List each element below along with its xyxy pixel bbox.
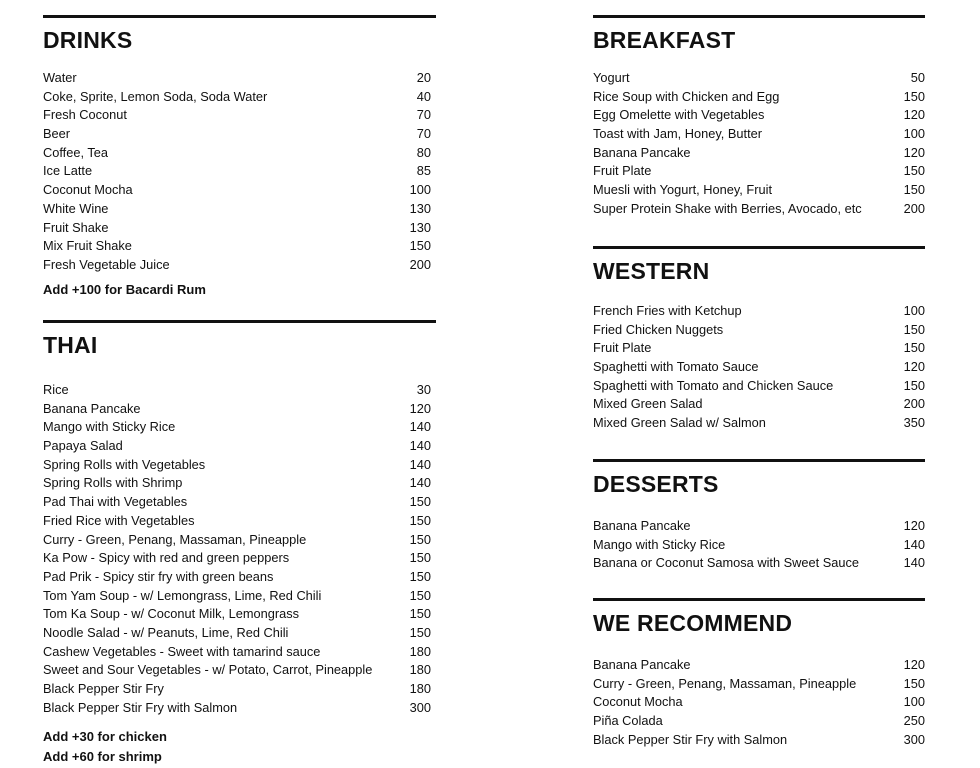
item-price: 150	[409, 512, 431, 528]
item-price: 85	[416, 163, 431, 179]
recommend-section	[593, 598, 925, 749]
item-price: 120	[903, 107, 925, 123]
item-price: 140	[409, 475, 431, 491]
item-name: Noodle Salad - w/ Peanuts, Lime, Red Chili	[43, 624, 289, 640]
item-name: Mango with Sticky Rice	[43, 419, 176, 435]
item-price: 140	[409, 419, 431, 435]
menu-item	[593, 181, 925, 200]
menu-item	[593, 302, 925, 321]
menu-item	[593, 88, 925, 107]
menu-item	[593, 554, 925, 573]
item-price: 200	[409, 256, 431, 272]
item-name: Fruit Shake	[43, 219, 109, 235]
menu-item	[43, 699, 436, 718]
item-name: Fried Rice with Vegetables	[43, 512, 195, 528]
menu-item-list	[43, 69, 436, 275]
menu-note: Add +100 for Bacardi Rum	[43, 281, 206, 297]
item-name: Banana Pancake	[43, 400, 141, 416]
item-name: Fruit Plate	[593, 340, 652, 356]
menu-item	[43, 549, 436, 568]
item-price: 150	[409, 550, 431, 566]
section-heading: WESTERN	[593, 258, 710, 284]
menu-item	[43, 456, 436, 475]
menu-item	[593, 675, 925, 694]
menu-item	[593, 125, 925, 144]
item-price: 140	[903, 536, 925, 552]
item-price: 120	[903, 359, 925, 375]
menu-item	[43, 162, 436, 181]
item-price: 140	[409, 456, 431, 472]
item-name: Curry - Green, Penang, Massaman, Pineapple	[43, 531, 307, 547]
item-price: 150	[903, 675, 925, 691]
item-name: Curry - Green, Penang, Massaman, Pineapple	[593, 675, 857, 691]
menu-item	[593, 414, 925, 433]
item-name: Banana or Coconut Samosa with Sweet Sauce	[593, 555, 860, 571]
menu-item	[43, 200, 436, 219]
menu-item	[43, 437, 436, 456]
item-name: Black Pepper Stir Fry with Salmon	[43, 699, 238, 715]
item-price: 130	[409, 200, 431, 216]
item-name: Egg Omelette with Vegetables	[593, 107, 765, 123]
item-price: 150	[903, 88, 925, 104]
item-price: 20	[416, 70, 431, 85]
item-name: Black Pepper Stir Fry	[43, 681, 164, 696]
western-section	[593, 246, 925, 433]
item-price: 150	[409, 568, 431, 584]
menu-item	[43, 237, 436, 256]
section-divider	[593, 246, 925, 249]
menu-item	[43, 568, 436, 587]
item-price: 70	[416, 107, 431, 123]
item-name: Mixed Green Salad w/ Salmon	[593, 415, 766, 431]
item-price: 120	[409, 400, 431, 416]
item-name: Spaghetti with Tomato and Chicken Sauce	[593, 377, 834, 393]
item-name: Mango with Sticky Rice	[593, 536, 726, 552]
item-name: Rice Soup with Chicken and Egg	[593, 88, 780, 104]
menu-item	[43, 624, 436, 643]
menu-item	[43, 125, 436, 144]
item-name: Fruit Plate	[593, 163, 652, 179]
item-name: Fresh Vegetable Juice	[43, 256, 170, 272]
menu-note: Add +60 for shrimp	[43, 749, 162, 765]
menu-item	[43, 381, 436, 400]
menu-item	[593, 731, 925, 750]
menu-item-list	[593, 302, 925, 433]
item-price: 200	[903, 396, 925, 412]
menu-note: Add +30 for chicken	[43, 729, 167, 745]
item-price: 120	[903, 518, 925, 533]
item-price: 50	[910, 70, 925, 85]
item-price: 180	[409, 681, 431, 696]
item-name: Pad Thai with Vegetables	[43, 494, 188, 510]
item-price: 80	[416, 144, 431, 160]
item-name: Black Pepper Stir Fry with Salmon	[593, 731, 788, 747]
item-name: Rice	[43, 382, 69, 397]
menu-item	[43, 181, 436, 200]
menu-item	[43, 512, 436, 531]
menu-item	[43, 69, 436, 88]
item-name: Coconut Mocha	[43, 182, 133, 198]
menu-item	[593, 656, 925, 675]
item-price: 200	[903, 200, 925, 216]
section-heading: THAI	[43, 332, 98, 358]
item-price: 300	[903, 731, 925, 747]
menu-item	[43, 493, 436, 512]
item-price: 70	[416, 126, 431, 142]
menu-item	[43, 680, 436, 699]
item-price: 150	[409, 238, 431, 254]
item-name: Spring Rolls with Shrimp	[43, 475, 183, 491]
menu-item	[43, 144, 436, 163]
item-name: Super Protein Shake with Berries, Avocado, etc	[593, 200, 862, 216]
item-name: Fresh Coconut	[43, 107, 127, 123]
menu-item	[43, 587, 436, 606]
item-name: Coke, Sprite, Lemon Soda, Soda Water	[43, 88, 268, 104]
menu-item-list	[593, 69, 925, 219]
item-name: Muesli with Yogurt, Honey, Fruit	[593, 182, 772, 198]
item-price: 250	[903, 713, 925, 729]
item-name: Spring Rolls with Vegetables	[43, 456, 206, 472]
item-price: 180	[409, 643, 431, 659]
menu-item	[593, 693, 925, 712]
item-name: White Wine	[43, 200, 109, 216]
section-divider	[43, 15, 436, 18]
menu-item	[593, 200, 925, 219]
item-name: Tom Ka Soup - w/ Coconut Milk, Lemongrass	[43, 606, 300, 622]
menu-item-list	[593, 656, 925, 749]
section-divider	[43, 320, 436, 323]
item-name: Sweet and Sour Vegetables - w/ Potato, Carrot, Pineapple	[43, 662, 373, 678]
menu-item	[43, 400, 436, 419]
item-price: 150	[409, 606, 431, 622]
item-price: 30	[416, 382, 431, 397]
breakfast-section	[593, 15, 925, 219]
item-name: Pad Prik - Spicy stir fry with green beans	[43, 568, 274, 584]
item-price: 120	[903, 657, 925, 672]
menu-item	[593, 162, 925, 181]
item-price: 300	[409, 699, 431, 715]
item-price: 150	[903, 163, 925, 179]
item-name: Water	[43, 70, 77, 85]
menu-item	[43, 531, 436, 550]
thai-section	[43, 320, 436, 767]
menu-item	[593, 69, 925, 88]
item-name: Ka Pow - Spicy with red and green peppers	[43, 550, 290, 566]
menu-item	[593, 144, 925, 163]
item-price: 130	[409, 219, 431, 235]
menu-item	[593, 339, 925, 358]
item-name: Banana Pancake	[593, 144, 691, 160]
section-heading: BREAKFAST	[593, 27, 736, 53]
item-name: Coffee, Tea	[43, 144, 108, 160]
drinks-section	[43, 15, 436, 300]
section-divider	[593, 15, 925, 18]
menu-item	[593, 321, 925, 340]
item-name: Piña Colada	[593, 713, 663, 729]
menu-item	[43, 256, 436, 275]
item-price: 40	[416, 88, 431, 104]
item-name: Ice Latte	[43, 163, 93, 179]
item-price: 150	[903, 182, 925, 198]
item-name: Fried Chicken Nuggets	[593, 321, 724, 337]
item-price: 150	[409, 494, 431, 510]
section-divider	[593, 459, 925, 462]
item-price: 150	[903, 340, 925, 356]
menu-item-list	[593, 517, 925, 573]
menu-item	[43, 219, 436, 238]
item-price: 140	[903, 555, 925, 571]
item-price: 150	[903, 321, 925, 337]
menu-item	[593, 517, 925, 536]
item-name: Tom Yam Soup - w/ Lemongrass, Lime, Red Chili	[43, 587, 322, 603]
menu-item	[43, 605, 436, 624]
item-price: 150	[409, 624, 431, 640]
item-name: Yogurt	[593, 70, 630, 85]
section-heading: DRINKS	[43, 27, 133, 53]
item-price: 120	[903, 144, 925, 160]
menu-item	[43, 474, 436, 493]
item-name: Cashew Vegetables - Sweet with tamarind sauce	[43, 643, 321, 659]
item-price: 150	[903, 377, 925, 393]
menu-item	[593, 377, 925, 396]
item-price: 150	[409, 531, 431, 547]
item-price: 100	[903, 694, 925, 710]
menu-item	[593, 395, 925, 414]
desserts-section	[593, 459, 925, 573]
item-price: 180	[409, 662, 431, 678]
item-price: 150	[409, 587, 431, 603]
section-divider	[593, 598, 925, 601]
item-name: Beer	[43, 126, 71, 142]
item-price: 100	[903, 126, 925, 142]
menu-item	[43, 106, 436, 125]
item-price: 100	[409, 182, 431, 198]
menu-item	[43, 88, 436, 107]
item-price: 350	[903, 415, 925, 431]
menu-item	[43, 643, 436, 662]
item-name: Mix Fruit Shake	[43, 238, 132, 254]
item-name: French Fries with Ketchup	[593, 303, 742, 318]
menu-item	[593, 712, 925, 731]
item-name: Toast with Jam, Honey, Butter	[593, 126, 763, 142]
item-name: Spaghetti with Tomato Sauce	[593, 359, 759, 375]
menu-item	[593, 358, 925, 377]
menu-item-list	[43, 381, 436, 717]
menu-item	[43, 661, 436, 680]
item-price: 100	[903, 303, 925, 318]
menu-item	[43, 418, 436, 437]
item-name: Mixed Green Salad	[593, 396, 703, 412]
item-name: Papaya Salad	[43, 438, 123, 454]
section-heading: DESSERTS	[593, 471, 719, 497]
item-name: Banana Pancake	[593, 518, 691, 533]
item-price: 140	[409, 438, 431, 454]
menu-item	[593, 106, 925, 125]
item-name: Banana Pancake	[593, 657, 691, 672]
section-heading: WE RECOMMEND	[593, 610, 793, 636]
menu-item	[593, 536, 925, 555]
item-name: Coconut Mocha	[593, 694, 683, 710]
